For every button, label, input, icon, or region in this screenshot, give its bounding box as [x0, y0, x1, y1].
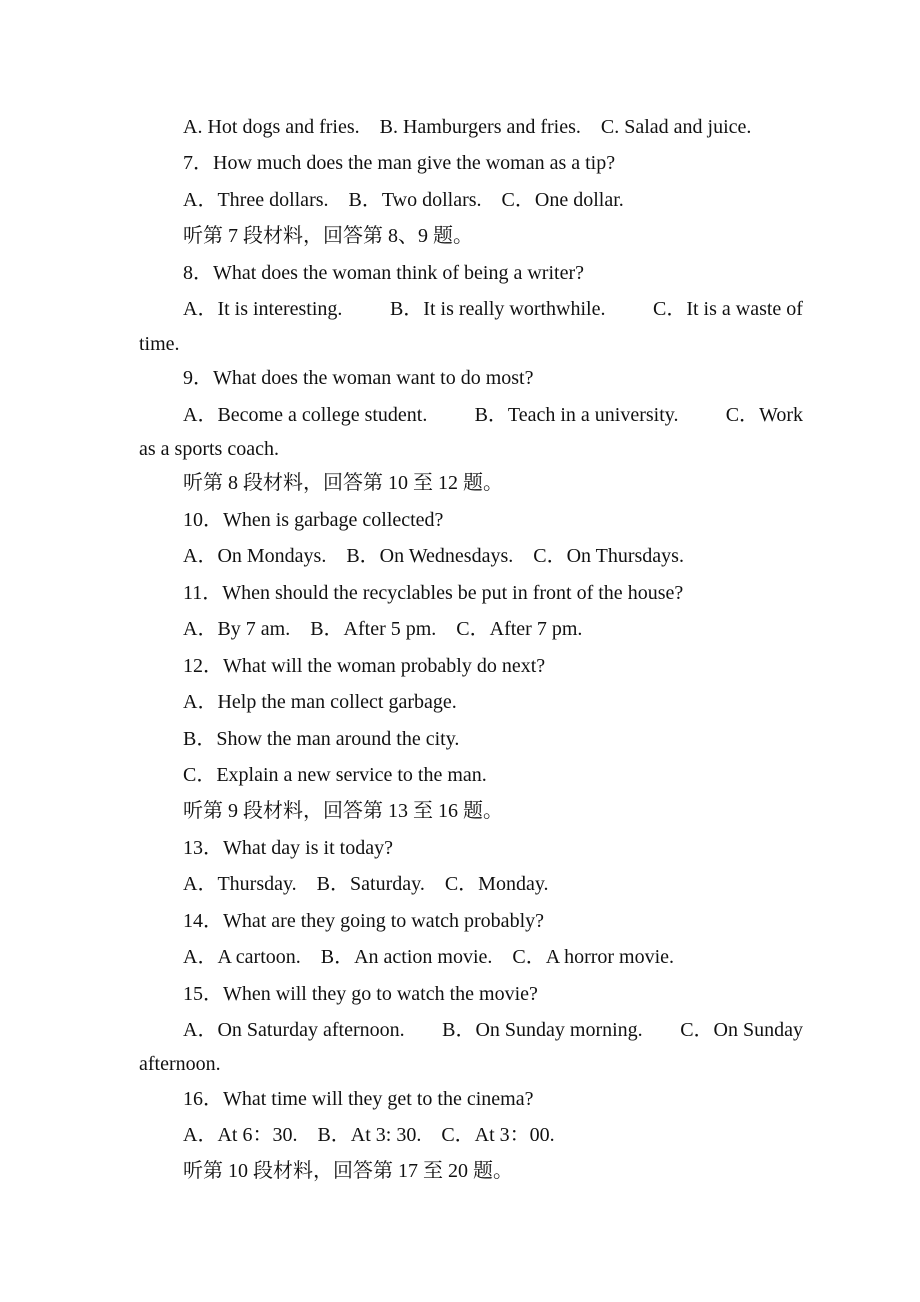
option-a: A．Become a college student. [183, 404, 428, 426]
question-16: 16．What time will they get to the cinema? [183, 1088, 534, 1110]
option-b: B．Teach in a university. [474, 404, 679, 426]
option-b: B．It is really worthwhile. [389, 298, 606, 320]
question-15: 15．When will they go to watch the movie? [183, 983, 538, 1005]
section-header-10: 听第 10 段材料，回答第 17 至 20 题。 [183, 1160, 513, 1182]
section-header-9: 听第 9 段材料，回答第 13 至 16 题。 [183, 800, 503, 822]
question-9: 9．What does the woman want to do most? [183, 367, 534, 389]
option-c: C．On Sunday [680, 1019, 803, 1041]
options-q11: A．By 7 am. B．After 5 pm. C．After 7 pm. [183, 618, 583, 640]
option-a: A．It is interesting. [183, 298, 343, 320]
options-q14: A．A cartoon. B．An action movie. C．A horror movie. [183, 946, 675, 968]
option-a: A．On Saturday afternoon. [183, 1019, 405, 1041]
option-c: C．It is a waste of [653, 298, 803, 320]
options-q10: A．On Mondays. B．On Wednesdays. C．On Thursdays. [183, 545, 684, 567]
options-q8-continued: time. [139, 333, 180, 355]
question-14: 14．What are they going to watch probably? [183, 910, 544, 932]
question-10: 10．When is garbage collected? [183, 509, 444, 531]
option-b: B．On Sunday morning. [442, 1019, 643, 1041]
question-12: 12．What will the woman probably do next? [183, 655, 546, 677]
option-c: C．Work [725, 404, 803, 426]
option-q12-c: C．Explain a new service to the man. [183, 764, 487, 786]
options-q7: A．Three dollars. B．Two dollars. C．One dollar. [183, 189, 624, 211]
options-q9 [183, 402, 803, 428]
option-q12-a: A．Help the man collect garbage. [183, 691, 457, 713]
question-8: 8．What does the woman think of being a writer? [183, 262, 584, 284]
options-q9-continued: as a sports coach. [139, 438, 279, 460]
options-q13: A．Thursday. B．Saturday. C．Monday. [183, 873, 549, 895]
question-13: 13．What day is it today? [183, 837, 393, 859]
option-q12-b: B．Show the man around the city. [183, 728, 460, 750]
question-11: 11．When should the recyclables be put in front of the house? [183, 582, 684, 604]
options-q8 [183, 296, 803, 322]
question-7: 7．How much does the man give the woman as a tip? [183, 152, 616, 174]
options-q6: A. Hot dogs and fries. B. Hamburgers and fries. C. Salad and juice. [183, 116, 752, 138]
section-header-7: 听第 7 段材料，回答第 8、9 题。 [183, 225, 473, 247]
section-header-8: 听第 8 段材料，回答第 10 至 12 题。 [183, 472, 503, 494]
options-q15 [183, 1017, 803, 1043]
options-q15-continued: afternoon. [139, 1053, 221, 1075]
options-q16: A．At 6：30. B．At 3: 30. C．At 3：00. [183, 1124, 555, 1146]
